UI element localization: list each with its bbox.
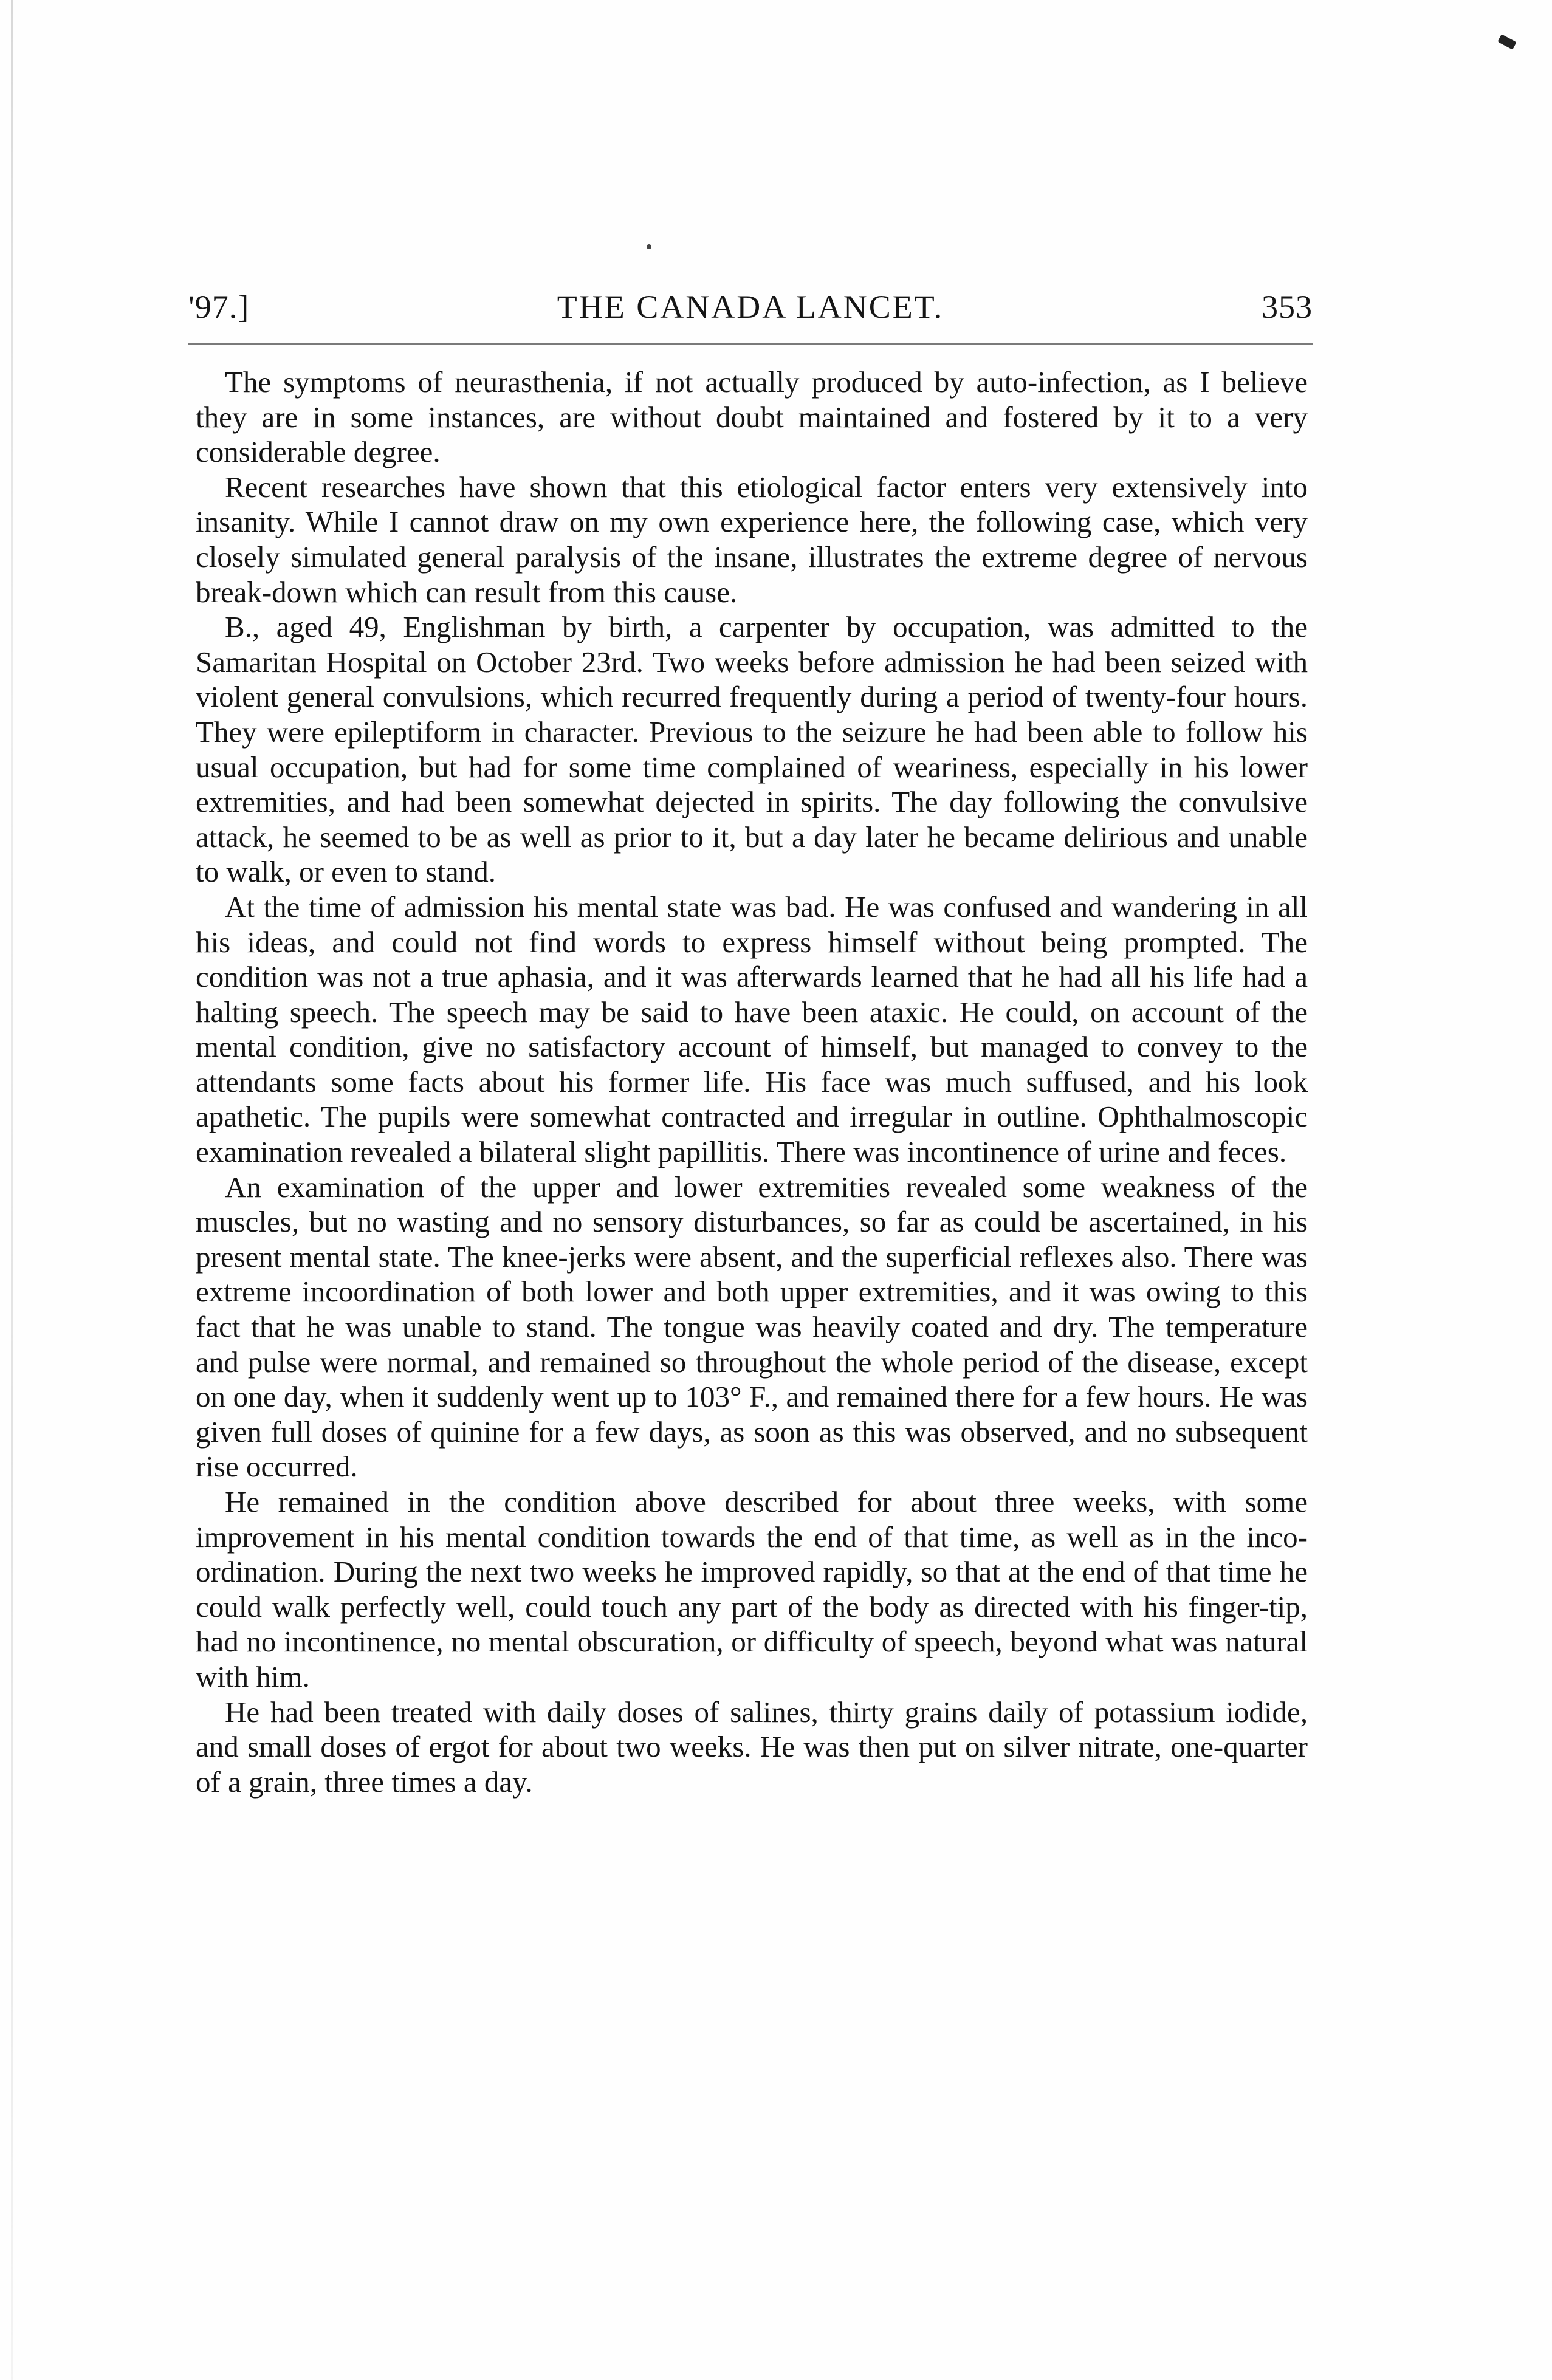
paragraph: Recent researches have shown that this etiological factor enters very extensively into insanity. While I cannot draw on my own experience here, the following case, which very closely simulated general paralysis of the insane, illustrates the extreme degree of nervous break-down which can result from this cause.	[196, 470, 1308, 609]
scan-edge-shadow	[11, 0, 13, 2380]
journal-title: THE CANADA LANCET.	[557, 289, 944, 325]
paragraph: At the time of admission his mental state was bad. He was confused and wandering in all his ideas, and could not find words to express himself without being prompted. The condition was not a true aphasia, and it was afterwards learned that he had all his life had a halting speech. The speech may be said to have been ataxic. He could, on account of the mental condition, give no satisfactory account of himself, but managed to convey to the attendants some facts about his former life. His face was much suffused, and his look apathetic. The pupils were somewhat contracted and irregular in outline. Ophthalmoscopic examination revealed a bilateral slight papillitis. There was incontinence of urine and feces.	[196, 890, 1308, 1169]
header-rule	[188, 343, 1313, 345]
article-body	[196, 365, 1308, 1799]
header-year: '97.]	[188, 289, 250, 325]
scan-corner-mark	[1497, 34, 1516, 50]
page-number: 353	[1262, 289, 1313, 325]
paragraph: B., aged 49, Englishman by birth, a carpenter by occupation, was admitted to the Samaritan Hospital on October 23rd. Two weeks before admission he had been seized with violent general convulsions, which recurred frequently during a period of twenty-four hours. They were epileptiform in character. Previous to the seizure he had been able to follow his usual occupation, but had for some time complained of weariness, especially in his lower extremities, and had been somewhat dejected in spirits. The day following the convulsive attack, he seemed to be as well as prior to it, but a day later he became delirious and unable to walk, or even to stand.	[196, 610, 1308, 889]
running-header	[188, 286, 1313, 340]
scan-dot-mark	[647, 244, 651, 249]
paragraph: The symptoms of neurasthenia, if not actually produced by auto-infection, as I believe they are in some instances, are without doubt maintained and fostered by it to a very considerable degree.	[196, 365, 1308, 469]
paragraph: An examination of the upper and lower extremities revealed some weakness of the muscles, but no wasting and no sensory disturbances, so far as could be ascertained, in his present mental state. The knee-jerks were absent, and the superficial reflexes also. There was extreme incoordination of both lower and both upper extremities, and it was owing to this fact that he was unable to stand. The tongue was heavily coated and dry. The temperature and pulse were normal, and remained so throughout the whole period of the disease, except on one day, when it suddenly went up to 103° F., and remained there for a few hours. He was given full doses of quinine for a few days, as soon as this was observed, and no subsequent rise occurred.	[196, 1170, 1308, 1484]
paragraph: He had been treated with daily doses of salines, thirty grains daily of potassium iodide, and small doses of ergot for about two weeks. He was then put on silver nitrate, one-quarter of a grain, three times a day.	[196, 1695, 1308, 1799]
paragraph: He remained in the condition above described for about three weeks, with some improvement in his mental condition towards the end of that time, as well as in the inco-ordination. During the next two weeks he improved rapidly, so that at the end of that time he could walk perfectly well, could touch any part of the body as directed with his finger-tip, had no incontinence, no mental obscuration, or difficulty of speech, beyond what was natural with him.	[196, 1485, 1308, 1693]
